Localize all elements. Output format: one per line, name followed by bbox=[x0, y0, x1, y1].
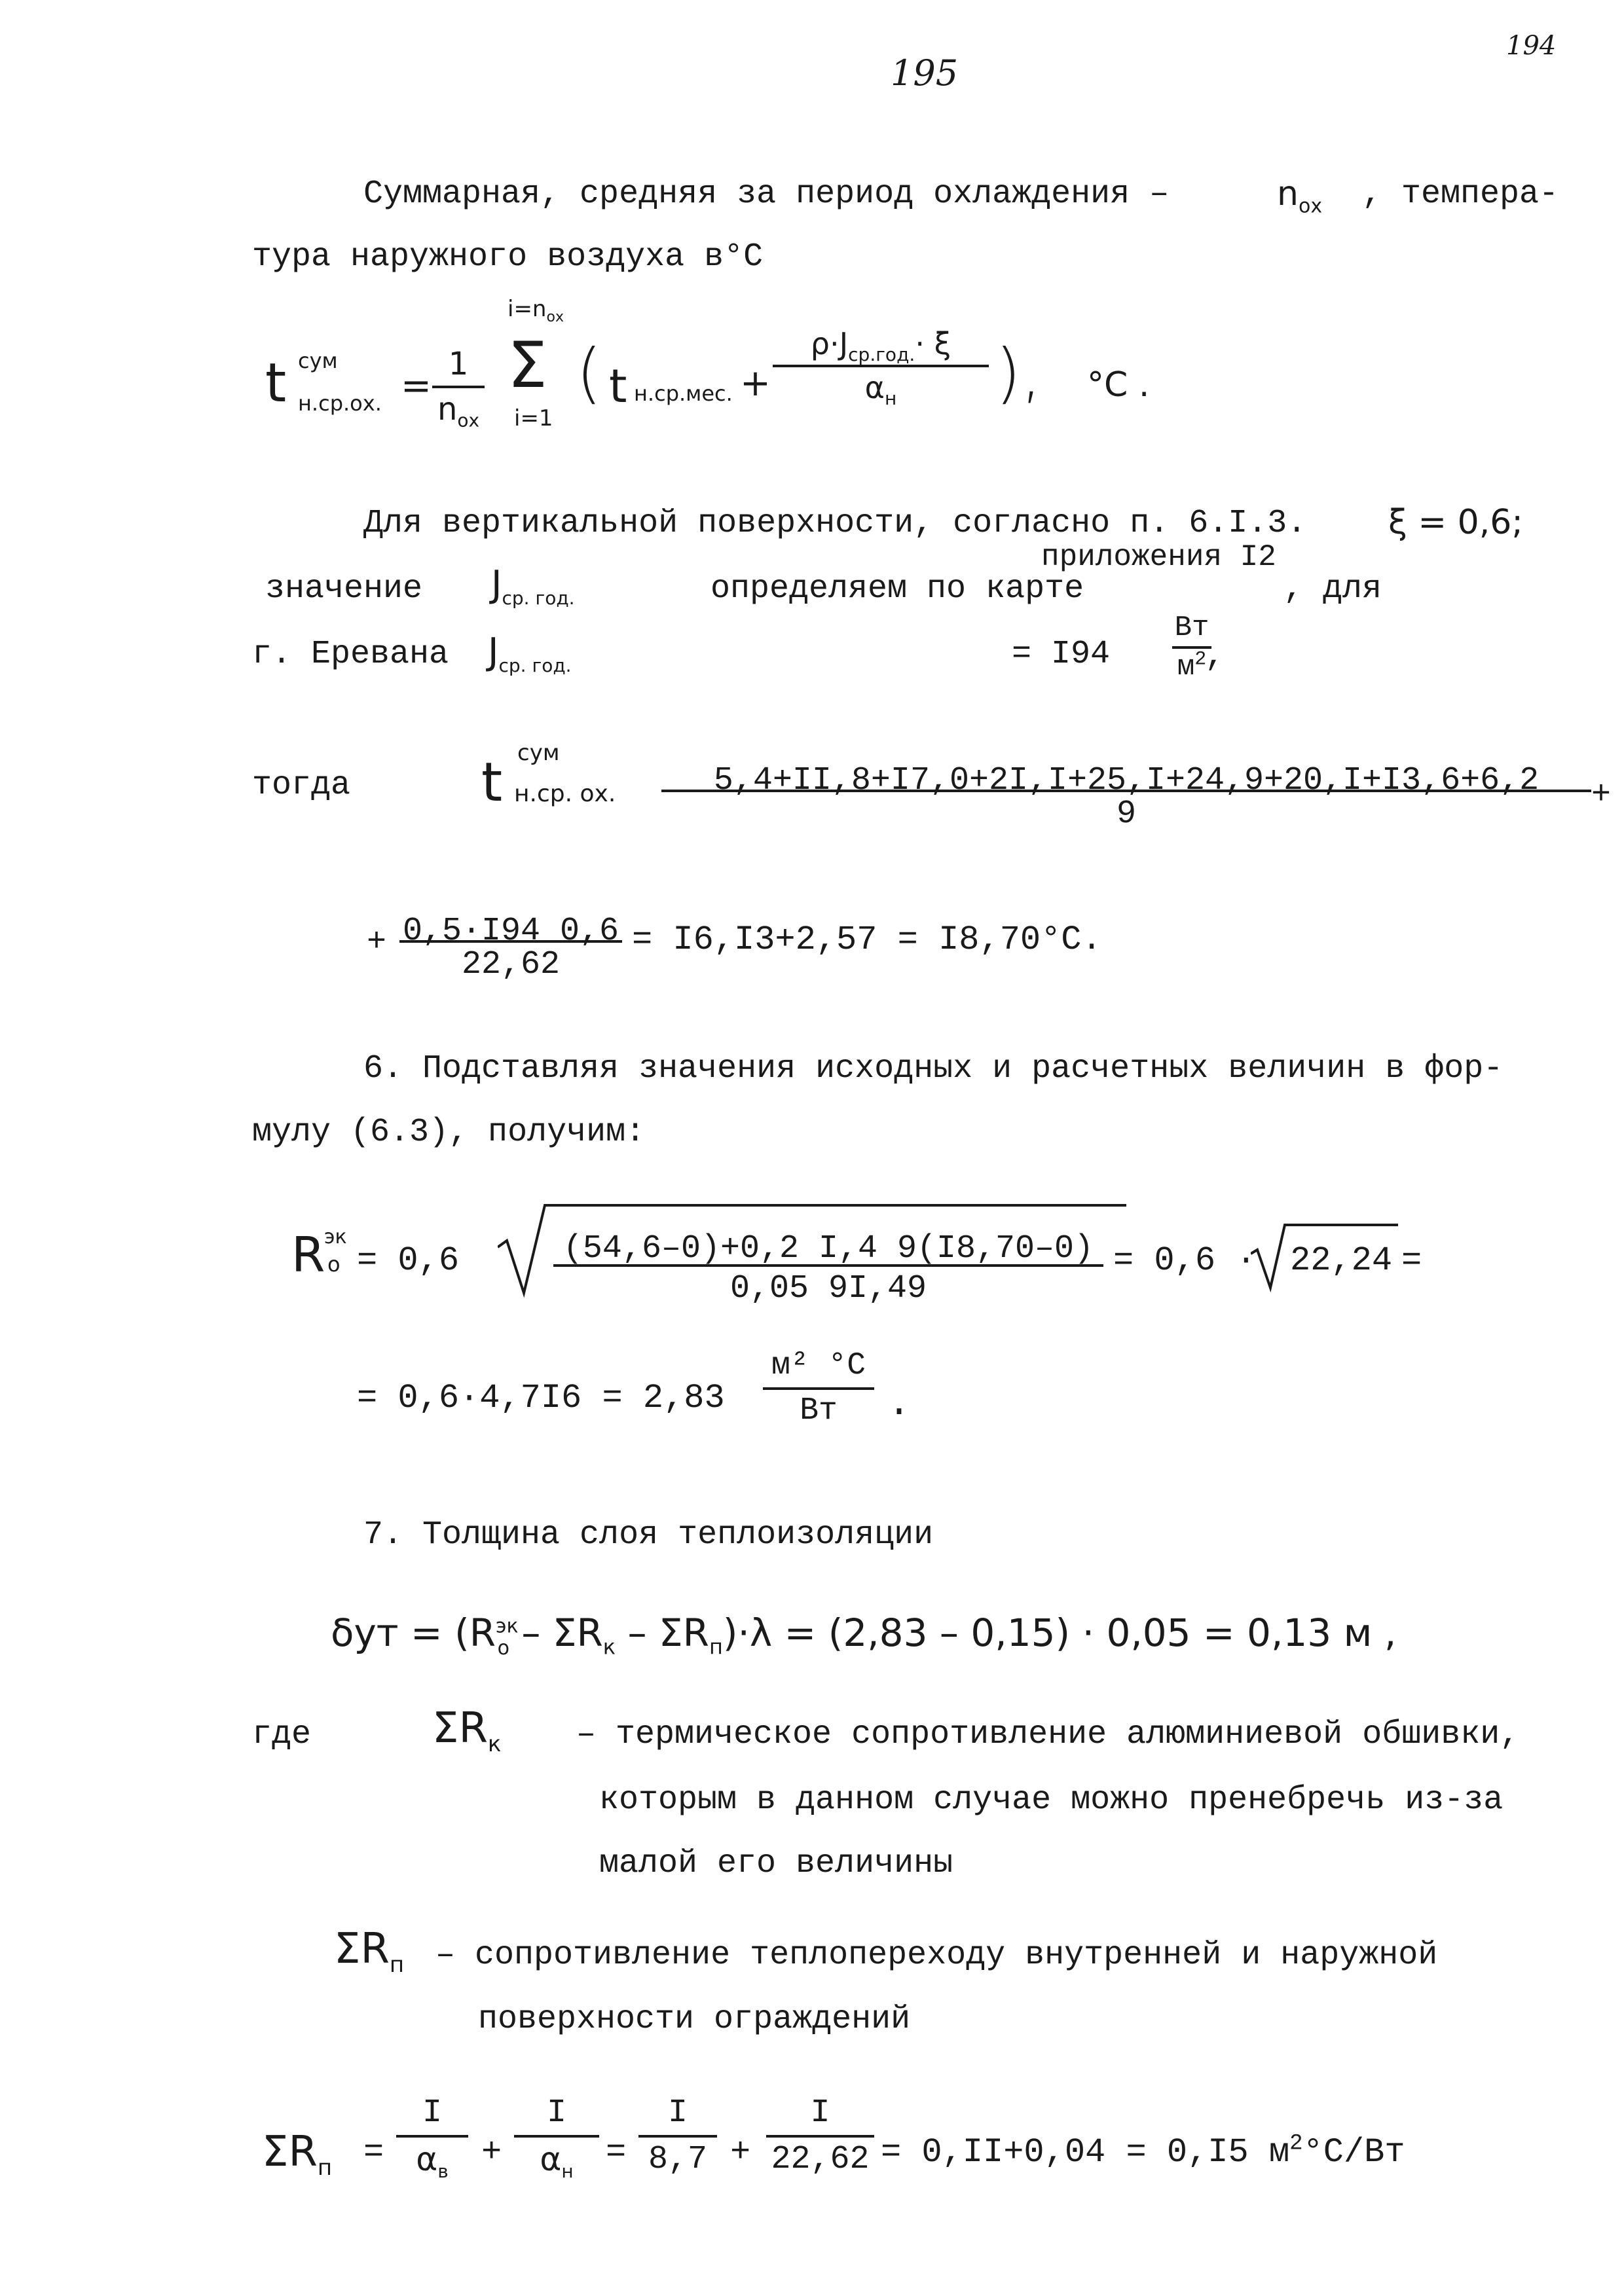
para2-line2-b: определяем по карте bbox=[710, 570, 1084, 608]
formula1-sum-sign: Σ bbox=[507, 329, 547, 402]
formula7-lhs: $\Sigma R_п$ bbox=[262, 2128, 333, 2181]
where-rn-line2: поверхности ограждений bbox=[478, 2001, 911, 2038]
para2-line1: Для вертикальной поверхности, согласно п. 6.I.3. bbox=[363, 505, 1307, 542]
where-rk-symbol: $\Sigma R_к$ bbox=[432, 1704, 502, 1757]
formula7-result: = 0,II+0,04 = 0,I5 $м^2^\circ С/Вт$ bbox=[881, 2131, 1405, 2172]
para4-line1: 7. Толщина слоя теплоизоляции bbox=[363, 1516, 934, 1554]
formula1-lhs-t: t bbox=[265, 352, 287, 414]
formula1-term-sub: н.ср.мес. bbox=[634, 381, 733, 406]
para2-line3-value: = I94 bbox=[1012, 636, 1111, 673]
formula2-lhs-sup: сум bbox=[517, 740, 560, 766]
formula1-unit: °С . bbox=[1087, 365, 1150, 405]
formula7-plus2: + bbox=[730, 2133, 751, 2172]
para2-line2-a: значение bbox=[265, 570, 423, 608]
para2-line3-a: г. Еревана bbox=[252, 636, 449, 673]
formula4-tail: = bbox=[1401, 1241, 1422, 1280]
formula7-frac1: I $\alpha_в$ bbox=[396, 2095, 468, 2178]
formula3-fraction: 0,5·I94 0,6 22,62 bbox=[399, 900, 622, 983]
para2-j-symbol: $J_{ср. год.}$ bbox=[491, 563, 575, 610]
formula7-frac3: I 8,7 bbox=[638, 2095, 717, 2178]
para1-text-a: Суммарная, средняя за период охлаждения – bbox=[363, 175, 1170, 213]
formula1-sum-bottom: i=1 bbox=[514, 405, 553, 431]
formula4-root2: 22,24 bbox=[1290, 1241, 1393, 1280]
formula4-coef: = 0,6 bbox=[357, 1241, 460, 1280]
formula3-plus: + bbox=[367, 924, 387, 961]
formula2-lhs-sub: н.ср. ох. bbox=[514, 780, 616, 807]
formula2-lhs-t: t bbox=[481, 752, 503, 814]
formula7-plus1: + bbox=[481, 2133, 502, 2172]
para1-line1-end: , темпера- bbox=[1362, 175, 1559, 213]
formula1-lhs-sup: сум bbox=[298, 348, 338, 373]
para2-appendix: приложения I2 bbox=[1041, 540, 1276, 574]
formula1-paren-open: ( bbox=[576, 335, 602, 411]
formula7-frac4: I 22,62 bbox=[766, 2095, 874, 2178]
para2-unit: Вт $м^2$ bbox=[1172, 612, 1211, 683]
corner-page-number: 194 bbox=[1506, 31, 1557, 61]
page-number: 195 bbox=[891, 52, 959, 94]
para2-xi: ξ = 0,6; bbox=[1388, 503, 1523, 542]
formula1-frac1: 1 $n_{ох}$ bbox=[432, 347, 485, 427]
para3-line2: мулу (6.3), получим: bbox=[252, 1114, 646, 1151]
formula7-eq2: = bbox=[606, 2133, 627, 2172]
formula4-lhs-sub: о bbox=[327, 1252, 341, 1277]
formula1-paren-close: ), bbox=[995, 335, 1042, 411]
formula4-root-fraction: (54,6–0)+0,2 I,4 9(I8,70–0) 0,05 9I,49 bbox=[553, 1224, 1103, 1307]
formula2-fraction: 5,4+II,8+I7,0+2I,I+25,I+24,9+20,I+I3,6+6,2 9 bbox=[661, 750, 1591, 832]
formula2-label: тогда bbox=[252, 767, 351, 804]
formula6: $\delta ут = (R^{эк}_о - \Sigma R_к - \Sigma R_п)\cdot\lambda = (2,83 - 0,15) \cdot 0,05 = 0,13$ м , bbox=[331, 1611, 1397, 1660]
where-rn-line1: – сопротивление теплопереходу внутренней и наружной bbox=[435, 1937, 1438, 1974]
formula4-mid: = 0,6 · bbox=[1113, 1241, 1257, 1280]
formula3-rest: = I6,I3+2,57 = I8,70°С. bbox=[632, 920, 1102, 959]
where-rk-line1: – термическое сопротивление алюминиевой обшивки, bbox=[576, 1716, 1520, 1753]
where-rk-line3: малой его величины bbox=[599, 1845, 953, 1882]
formula1-sum-top: $i=n_{ох}$ bbox=[507, 296, 564, 325]
formula7-eq: = bbox=[363, 2133, 384, 2172]
para1-line2: тура наружного воздуха в°С bbox=[252, 238, 764, 276]
formula1-plus: + bbox=[740, 362, 771, 405]
formula5-dot: . bbox=[887, 1382, 912, 1427]
formula7-frac2: I $\alpha_н$ bbox=[514, 2095, 599, 2178]
where-rn-symbol: $\Sigma R_п$ bbox=[334, 1925, 405, 1978]
where-label: где bbox=[252, 1716, 312, 1753]
formula1-eq: = bbox=[401, 365, 432, 407]
formula1-term-t: t bbox=[609, 359, 627, 413]
formula1-lhs-sub: н.ср.ох. bbox=[298, 391, 382, 416]
formula5-unit: м² °С Вт bbox=[763, 1349, 874, 1429]
para2-line2-c: , для bbox=[1283, 570, 1382, 608]
formula5-text: = 0,6·4,7I6 = 2,83 bbox=[357, 1379, 725, 1417]
where-rk-line2: которым в данном случае можно пренебречь из-за bbox=[599, 1781, 1504, 1819]
para3-line1: 6. Подставляя значения исходных и расчетных величин в фор- bbox=[363, 1050, 1504, 1087]
para1-symbol-n: $n_{ох}$ bbox=[1277, 174, 1323, 218]
para2-comma: , bbox=[1205, 638, 1225, 675]
para2-line3-j: $J_{ср. год.}$ bbox=[488, 630, 572, 677]
formula1-frac2: $\rho\cdot J_{ср.год.}\cdot \xi$ $\alpha_н$ bbox=[773, 327, 989, 404]
formula2-plus: + bbox=[1591, 776, 1612, 814]
formula4-lhs-sup: эк bbox=[324, 1226, 347, 1248]
para1-line1 bbox=[363, 175, 1170, 213]
formula4-lhs: R bbox=[291, 1227, 325, 1283]
